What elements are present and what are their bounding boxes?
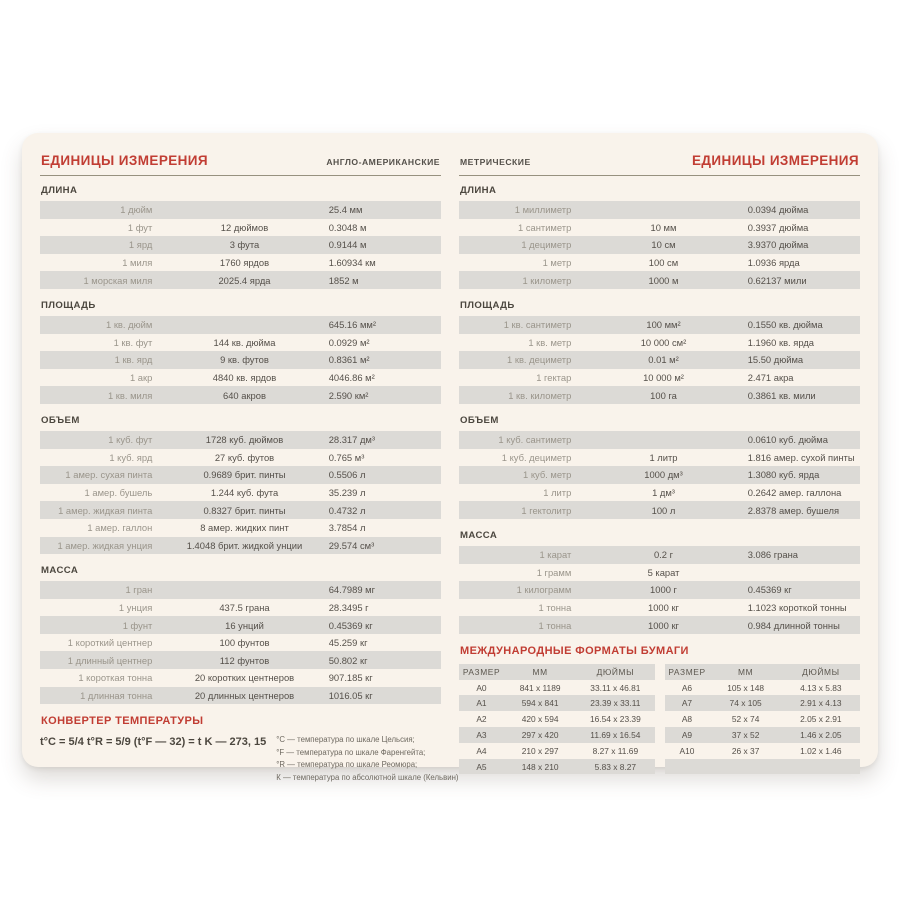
section-title: МАССА [41,565,79,577]
paper-table-row [459,680,655,696]
paper-mm-cell: 297 x 420 [521,729,559,740]
unit-section [459,530,860,634]
unit-cell: 1 кв. фут [113,336,153,348]
right-sections [459,185,860,634]
value-cell: 3.9370 дюйма [747,239,809,251]
unit-cell: 1 тонна [538,619,572,631]
paper-header-cell: РАЗМЕР [668,666,706,677]
value-cell: 0.45369 кг [328,619,373,631]
value-cell: 0.1550 кв. дюйма [747,319,823,331]
paper-size-cell: A9 [681,729,693,740]
table-row [459,351,860,369]
right-column-header [459,143,860,176]
unit-cell: 1 дециметр [521,239,572,251]
equivalent-cell: 0.01 м² [648,354,679,366]
paper-tables [459,664,860,775]
table-row [459,386,860,404]
paper-table-row [665,759,861,775]
unit-cell: 1 короткий центнер [67,637,153,649]
paper-mm-cell: 74 x 105 [729,698,762,709]
table-row [40,634,441,652]
table-row [40,484,441,502]
value-cell: 2.590 км² [328,389,369,401]
unit-section [459,185,860,289]
equivalent-cell: 640 акров [223,389,266,401]
table-row [40,669,441,687]
equivalent-cell: 10 000 см² [640,336,687,348]
value-cell: 0.8361 м² [328,354,370,366]
equivalent-cell: 144 кв. дюйма [213,336,276,348]
unit-cell: 1 гран [125,584,153,596]
value-cell: 0.0929 м² [328,336,370,348]
value-cell: 50.802 кг [328,654,368,666]
table-row [40,316,441,334]
paper-header-cell: ММ [738,666,754,677]
equivalent-cell: 3 фута [229,239,260,251]
temperature-converter [40,715,459,784]
paper-inches-cell: 4.13 x 5.83 [800,682,842,693]
unit-cell: 1 грамм [536,566,572,578]
right-column [459,143,860,772]
paper-header-cell: ДЮЙМЫ [802,666,840,677]
equivalent-cell: 12 дюймов [220,221,269,233]
equivalent-cell: 1 литр [649,451,678,463]
equivalent-cell: 1000 дм³ [644,469,683,481]
equivalent-cell: 1.244 куб. фута [210,487,279,499]
paper-formats [459,645,860,775]
left-column-header [40,143,441,176]
unit-section [40,415,441,554]
unit-cell: 1 километр [522,274,572,286]
table-row [40,599,441,617]
equivalent-cell: 112 фунтов [219,654,270,666]
unit-cell: 1 куб. ярд [109,451,153,463]
paper-formats-title: МЕЖДУНАРОДНЫЕ ФОРМАТЫ БУМАГИ [460,644,689,657]
table-row [40,449,441,467]
value-cell: 0.2642 амер. галлона [747,487,842,499]
equivalent-cell: 16 унций [225,619,264,631]
table-row [40,581,441,599]
unit-cell: 1 кв. километр [508,389,572,401]
unit-section [40,185,441,289]
temperature-content [40,734,459,784]
value-cell: 0.5506 л [328,469,366,481]
equivalent-cell: 10 см [651,239,676,251]
paper-size-cell: A7 [681,698,693,709]
unit-cell: 1 литр [543,487,572,499]
unit-cell: 1 кв. дециметр [507,354,572,366]
paper-size-cell: A1 [476,698,487,709]
paper-inches-cell: 5.83 x 8.27 [594,761,637,772]
equivalent-cell: 10 мм [650,221,677,233]
table-row [40,236,441,254]
equivalent-cell: 10 000 м² [643,372,684,384]
table-row [40,519,441,537]
equivalent-cell: 0.8327 брит. пинты [203,504,286,516]
equivalent-cell: 0.9689 брит. пинты [203,469,286,481]
table-row [40,386,441,404]
table-row [40,271,441,289]
unit-cell: 1 длинный центнер [67,654,153,666]
table-row [40,254,441,272]
value-cell: 1.1960 кв. ярда [747,336,815,348]
paper-size-cell: A10 [679,745,695,756]
table-row [40,651,441,669]
value-cell: 1.0936 ярда [747,257,800,269]
equivalent-cell: 100 фунтов [219,637,270,649]
paper-mm-cell: 105 x 148 [727,682,765,693]
paper-table-a0-a5 [459,664,655,775]
table-row [40,219,441,237]
section-title: ДЛИНА [41,185,78,196]
table-row [40,431,441,449]
unit-section [40,565,441,704]
paper-table-row [459,711,655,727]
unit-table [459,201,860,289]
table-row [459,484,860,502]
paper-mm-cell: 841 x 1189 [519,682,561,693]
unit-cell: 1 длинная тонна [80,689,153,701]
unit-cell: 1 гектолитр [521,504,572,516]
table-row [459,599,860,617]
unit-cell: 1 амер. галлон [87,522,153,534]
equivalent-cell: 20 длинных центнеров [194,689,295,701]
paper-mm-cell: 210 x 297 [521,745,559,756]
paper-inches-cell: 16.54 x 23.39 [589,714,641,725]
table-row [459,449,860,467]
unit-section [459,300,860,404]
table-row [459,431,860,449]
value-cell: 0.3048 м [328,221,367,233]
unit-table [40,316,441,404]
equivalent-cell: 1760 ярдов [219,257,270,269]
paper-inches-cell: 2.05 x 2.91 [800,714,842,725]
page-title: ЕДИНИЦЫ ИЗМЕРЕНИЯ [692,153,859,168]
left-sections [40,185,441,704]
value-cell: 1.1023 короткой тонны [747,601,847,613]
section-title: ДЛИНА [460,185,497,196]
unit-table [459,431,860,519]
unit-cell: 1 миля [122,257,153,269]
table-row [459,271,860,289]
value-cell: 35.239 л [328,487,366,499]
equivalent-cell: 100 га [650,389,677,401]
section-title: ПЛОЩАДЬ [41,299,96,311]
equivalent-cell: 1728 куб. дюймов [205,434,284,446]
unit-cell: 1 миллиметр [514,204,572,216]
paper-table-header-row [459,664,655,680]
paper-table-row [665,727,861,743]
equivalent-cell: 437.5 грана [219,601,270,613]
paper-inches-cell: 1.46 x 2.05 [800,729,842,740]
value-cell: 0.984 длинной тонны [747,619,840,631]
table-row [40,466,441,484]
paper-table-row [665,695,861,711]
unit-cell: 1 куб. сантиметр [498,434,572,446]
paper-table-row [665,743,861,759]
value-cell: 1016.05 кг [328,689,373,701]
unit-cell: 1 акр [129,372,153,384]
paper-size-cell: A3 [476,729,487,740]
value-cell: 64.7989 мг [328,584,376,596]
unit-cell: 1 ярд [128,239,153,251]
unit-cell: 1 кв. ярд [114,354,153,366]
table-row [40,537,441,555]
unit-cell: 1 гектар [536,372,572,384]
unit-table [459,546,860,634]
value-cell: 3.086 грана [747,549,798,561]
unit-cell: 1 амер. бушель [84,487,153,499]
temperature-notes [276,734,458,784]
value-cell: 28.317 дм³ [328,434,376,446]
value-cell: 29.574 см³ [328,539,375,551]
unit-cell: 1 карат [539,549,572,561]
equivalent-cell: 1000 кг [648,601,679,613]
paper-size-cell: A2 [476,714,487,725]
value-cell: 45.259 кг [328,637,368,649]
unit-cell: 1 морская миля [83,274,153,286]
table-row [459,316,860,334]
paper-mm-cell: 37 x 52 [731,729,760,740]
value-cell: 28.3495 г [328,601,369,613]
section-title: ОБЪЕМ [460,414,499,426]
table-row [459,564,860,582]
paper-table-a6-a10 [665,664,861,775]
table-row [40,687,441,705]
equivalent-cell: 27 куб. футов [214,451,275,463]
value-cell: 907.185 кг [328,672,373,684]
table-row [40,616,441,634]
value-cell: 0.62137 мили [747,274,807,286]
unit-cell: 1 килограмм [516,584,572,596]
unit-cell: 1 кв. метр [528,336,572,348]
paper-mm-cell: 26 x 37 [731,745,760,756]
unit-cell: 1 фунт [122,619,153,631]
unit-cell: 1 метр [542,257,572,269]
temperature-note: °F — температура по шкале Фаренгейта; [276,747,426,757]
equivalent-cell: 5 карат [647,566,680,578]
value-cell: 15.50 дюйма [747,354,804,366]
paper-mm-cell: 420 x 594 [521,714,559,725]
paper-header-cell: ДЮЙМЫ [596,666,635,677]
equivalent-cell: 1.4048 брит. жидкой унции [186,539,303,551]
paper-size-cell: A5 [476,761,487,772]
equivalent-cell: 100 л [651,504,676,516]
paper-header-cell: ММ [532,666,548,677]
unit-section [459,415,860,519]
section-title: ПЛОЩАДЬ [460,299,515,311]
value-cell: 0.45369 кг [747,584,792,596]
column-label-metric: МЕТРИЧЕСКИЕ [460,157,531,167]
paper-table-header-row [665,664,861,680]
paper-header-cell: РАЗМЕР [462,666,501,677]
paper-inches-cell: 33.11 x 46.81 [590,682,641,693]
unit-cell: 1 амер. сухая пинта [65,469,153,481]
table-row [459,254,860,272]
table-row [459,501,860,519]
unit-cell: 1 дюйм [120,204,153,216]
value-cell: 1.816 амер. сухой пинты [747,451,855,463]
unit-table [40,201,441,289]
value-cell: 2.471 акра [747,372,794,384]
reference-card [22,133,878,782]
paper-table-row [459,759,655,775]
unit-cell: 1 фут [127,221,153,233]
unit-cell: 1 куб. фут [108,434,153,446]
paper-table-row [665,711,861,727]
value-cell: 645.16 мм² [328,319,376,331]
unit-cell: 1 куб. метр [523,469,572,481]
value-cell: 0.3937 дюйма [747,221,809,233]
paper-size-cell: A6 [681,682,693,693]
equivalent-cell: 20 коротких центнеров [194,672,295,684]
table-row [40,501,441,519]
temperature-note: К — температура по абсолютной шкале (Кельвин) [276,772,459,782]
value-cell: 0.765 м³ [328,451,365,463]
equivalent-cell: 0.2 г [653,549,674,561]
unit-table [40,581,441,704]
value-cell: 0.9144 м [328,239,367,251]
table-row [40,369,441,387]
equivalent-cell: 1000 г [650,584,677,596]
table-row [459,466,860,484]
unit-cell: 1 амер. жидкая пинта [58,504,153,516]
equivalent-cell: 1000 кг [648,619,679,631]
paper-table-row [665,680,861,696]
unit-cell: 1 кв. миля [107,389,153,401]
table-row [459,219,860,237]
paper-inches-cell: 2.91 x 4.13 [800,698,842,709]
left-column [40,143,459,782]
paper-mm-cell: 148 x 210 [521,761,559,772]
equivalent-cell: 2025.4 ярда [218,274,271,286]
unit-cell: 1 унция [118,601,153,613]
value-cell: 1852 м [328,274,359,286]
table-row [459,616,860,634]
unit-cell: 1 куб. дециметр [501,451,572,463]
table-row [459,236,860,254]
value-cell: 0.0610 куб. дюйма [747,434,828,446]
unit-cell: 1 амер. жидкая унция [57,539,153,551]
equivalent-cell: 8 амер. жидких пинт [200,522,289,534]
unit-table [459,316,860,404]
table-row [40,351,441,369]
unit-cell: 1 кв. сантиметр [503,319,572,331]
section-title: МАССА [460,529,498,541]
table-row [459,369,860,387]
paper-table-row [459,743,655,759]
value-cell: 1.60934 км [328,257,376,269]
temperature-note: °C — температура по шкале Цельсия; [276,735,415,745]
section-title: ОБЪЕМ [41,414,80,426]
unit-cell: 1 тонна [538,601,572,613]
table-row [459,546,860,564]
temperature-title: КОНВЕРТЕР ТЕМПЕРАТУРЫ [41,715,204,728]
paper-inches-cell: 23.39 x 33.11 [590,698,641,709]
table-row [459,581,860,599]
paper-inches-cell: 11.69 x 16.54 [590,729,641,740]
table-row [40,201,441,219]
value-cell: 0.3861 кв. мили [747,389,816,401]
paper-table-row [459,695,655,711]
table-row [459,201,860,219]
unit-cell: 1 короткая тонна [78,672,153,684]
paper-size-cell: A4 [476,745,487,756]
equivalent-cell: 1000 м [648,274,679,286]
unit-cell: 1 сантиметр [518,221,572,233]
equivalent-cell: 1 дм³ [652,487,675,499]
value-cell: 4046.86 м² [328,372,375,384]
equivalent-cell: 100 мм² [646,319,681,331]
paper-size-cell: A0 [476,682,487,693]
equivalent-cell: 4840 кв. ярдов [212,372,277,384]
value-cell: 25.4 мм [328,204,363,216]
value-cell: 0.4732 л [328,504,366,516]
temperature-formula: t°C = 5/4 t°R = 5/9 (t°F — 32) = t K — 273, 15 [40,736,267,749]
table-row [40,334,441,352]
paper-table-row [459,727,655,743]
value-cell: 2.8378 амер. бушеля [747,504,840,516]
paper-mm-cell: 594 x 841 [521,698,559,709]
unit-section [40,300,441,404]
paper-size-cell: A8 [681,714,693,725]
value-cell: 0.0394 дюйма [747,204,809,216]
temperature-note: °R — температура по шкале Реомюра; [276,760,418,770]
equivalent-cell: 9 кв. футов [220,354,269,366]
page-title: ЕДИНИЦЫ ИЗМЕРЕНИЯ [41,153,208,168]
value-cell: 1.3080 куб. ярда [747,469,820,481]
unit-cell: 1 кв. дюйм [106,319,153,331]
paper-mm-cell: 52 x 74 [731,714,760,725]
value-cell: 3.7854 л [328,522,366,534]
table-row [459,334,860,352]
column-label-anglo-american: АНГЛО-АМЕРИКАНСКИЕ [326,157,440,167]
equivalent-cell: 100 см [648,257,679,269]
unit-table [40,431,441,554]
paper-inches-cell: 8.27 x 11.69 [592,745,639,756]
paper-inches-cell: 1.02 x 1.46 [800,745,842,756]
